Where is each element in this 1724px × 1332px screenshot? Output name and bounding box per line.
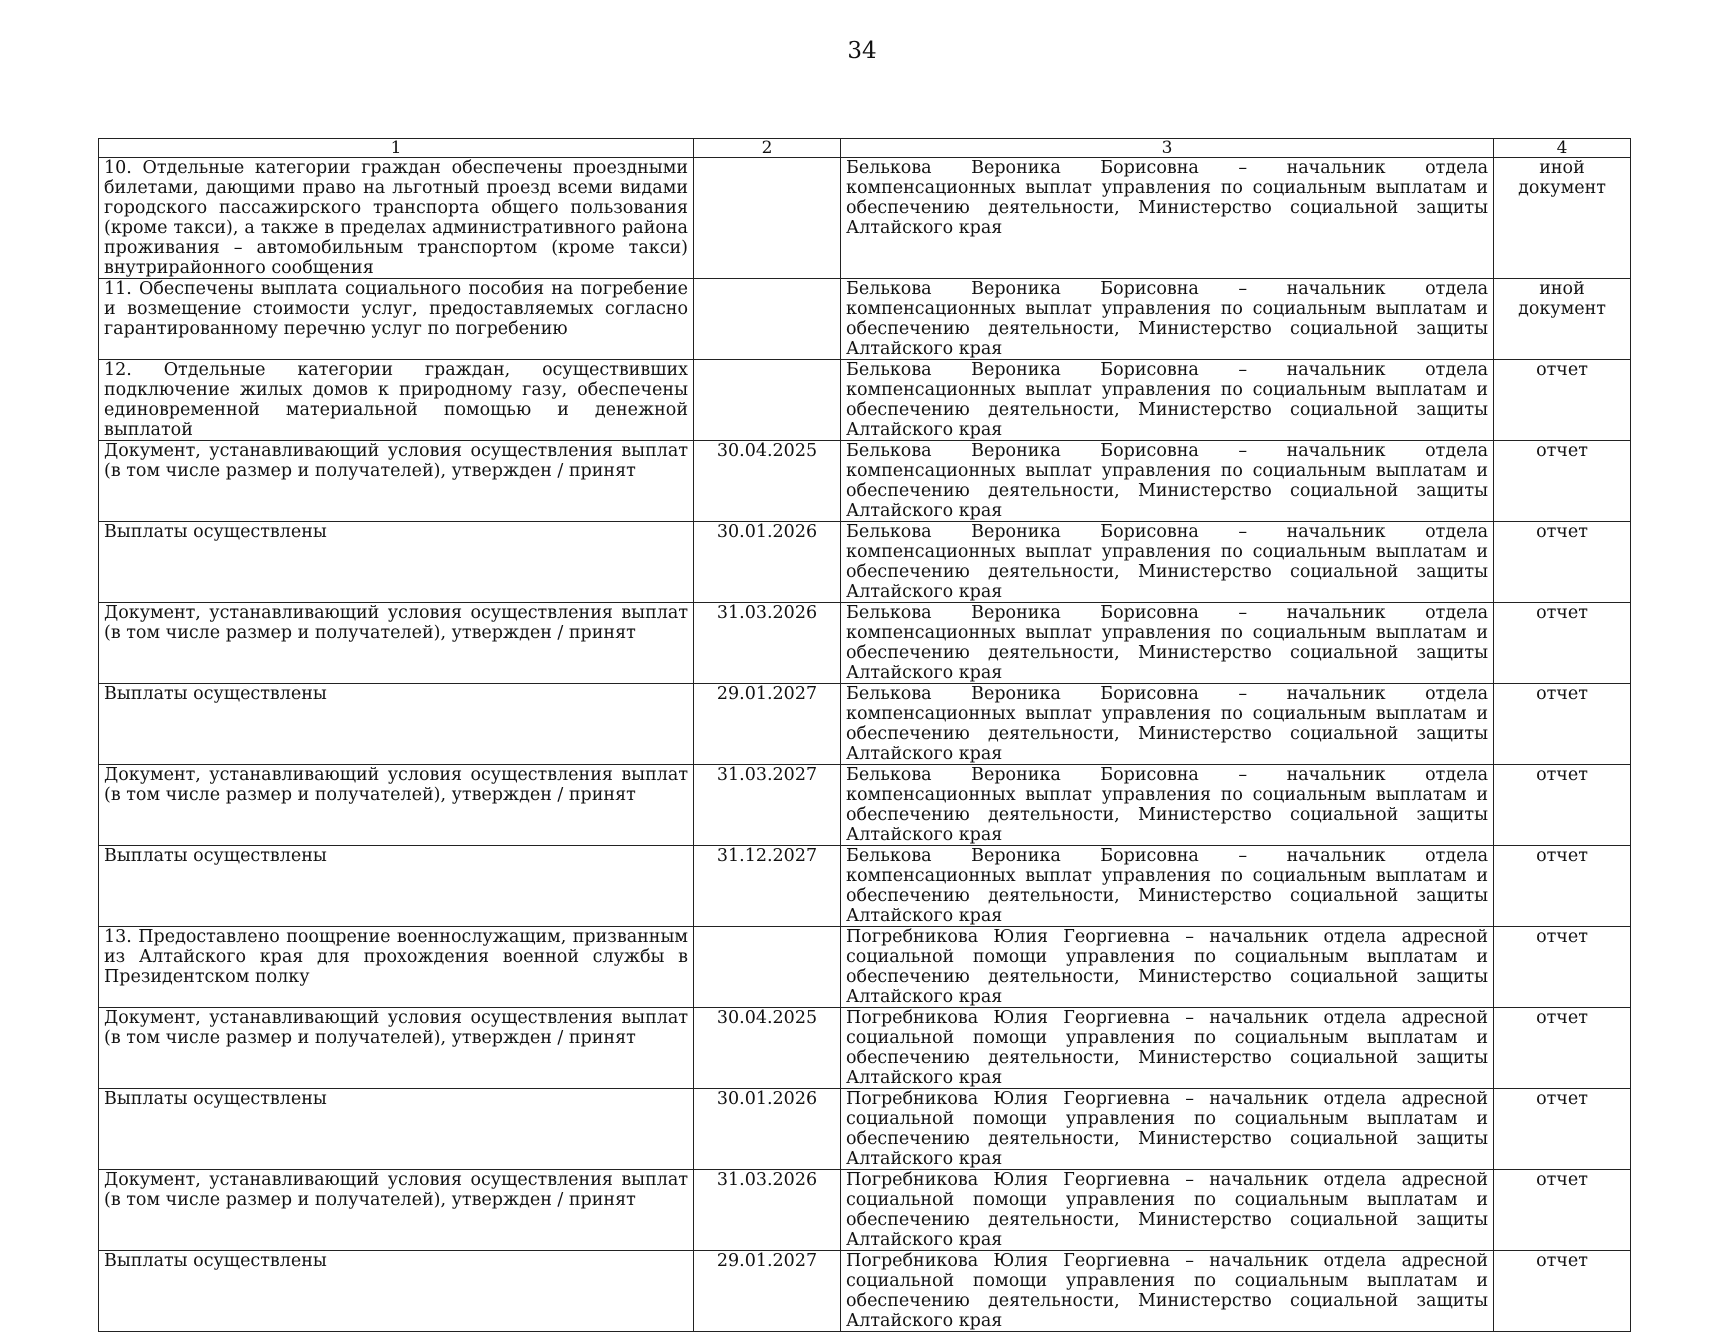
date-cell: 31.03.2026 — [694, 1170, 841, 1251]
table-row — [99, 1089, 1631, 1170]
task-cell: Выплаты осуществлены — [99, 846, 694, 927]
task-cell: Документ, устанавливающий условия осуществления выплат (в том числе размер и получателей), утвержден / принят — [99, 603, 694, 684]
document-type-cell: отчет — [1494, 1089, 1631, 1170]
document-type-cell: отчет — [1494, 1251, 1631, 1332]
date-cell: 31.12.2027 — [694, 846, 841, 927]
document-type-cell: отчет — [1494, 522, 1631, 603]
responsible-cell: Белькова Вероника Борисовна – начальник отдела компенсационных выплат управления по социальным выплатам и обеспечению деятельности, Министерство социальной защиты Алтайского края — [841, 441, 1494, 522]
document-type-cell: иной документ — [1494, 279, 1631, 360]
table-row — [99, 441, 1631, 522]
table-header-row — [99, 139, 1631, 158]
task-cell: 12. Отдельные категории граждан, осуществивших подключение жилых домов к природному газу, обеспечены единовременной материальной помощью и денежной выплатой — [99, 360, 694, 441]
table-row — [99, 1008, 1631, 1089]
task-cell: Документ, устанавливающий условия осуществления выплат (в том числе размер и получателей), утвержден / принят — [99, 441, 694, 522]
table-row — [99, 158, 1631, 279]
table-row — [99, 927, 1631, 1008]
responsible-cell: Белькова Вероника Борисовна – начальник отдела компенсационных выплат управления по социальным выплатам и обеспечению деятельности, Министерство социальной защиты Алтайского края — [841, 684, 1494, 765]
task-cell: Выплаты осуществлены — [99, 1089, 694, 1170]
date-cell: 29.01.2027 — [694, 1251, 841, 1332]
task-cell: Выплаты осуществлены — [99, 1251, 694, 1332]
task-cell: 11. Обеспечены выплата социального пособия на погребение и возмещение стоимости услуг, предоставляемых согласно гарантированному перечню услуг по погребению — [99, 279, 694, 360]
table-row — [99, 1170, 1631, 1251]
document-type-cell: отчет — [1494, 1008, 1631, 1089]
responsible-cell: Белькова Вероника Борисовна – начальник отдела компенсационных выплат управления по социальным выплатам и обеспечению деятельности, Министерство социальной защиты Алтайского края — [841, 158, 1494, 279]
date-cell — [694, 158, 841, 279]
responsible-cell: Погребникова Юлия Георгиевна – начальник отдела адресной социальной помощи управления по социальным выплатам и обеспечению деятельности, Министерство социальной защиты Алтайского края — [841, 927, 1494, 1008]
table-row — [99, 1251, 1631, 1332]
task-cell: 10. Отдельные категории граждан обеспечены проездными билетами, дающими право на льготный проезд всеми видами городского пассажирского транспорта общего пользования (кроме такси), а также в пределах административного района проживания – автомобильным транспортом (кроме такси) внутрирайонного сообщения — [99, 158, 694, 279]
table-row — [99, 765, 1631, 846]
document-type-cell: иной документ — [1494, 158, 1631, 279]
column-header: 4 — [1494, 139, 1631, 158]
date-cell: 30.04.2025 — [694, 1008, 841, 1089]
responsible-cell: Погребникова Юлия Георгиевна – начальник отдела адресной социальной помощи управления по социальным выплатам и обеспечению деятельности, Министерство социальной защиты Алтайского края — [841, 1251, 1494, 1332]
date-cell — [694, 279, 841, 360]
column-header: 1 — [99, 139, 694, 158]
table-body — [99, 158, 1631, 1332]
task-cell: Документ, устанавливающий условия осуществления выплат (в том числе размер и получателей), утвержден / принят — [99, 1170, 694, 1251]
responsible-cell: Белькова Вероника Борисовна – начальник отдела компенсационных выплат управления по социальным выплатам и обеспечению деятельности, Министерство социальной защиты Алтайского края — [841, 522, 1494, 603]
responsible-cell: Белькова Вероника Борисовна – начальник отдела компенсационных выплат управления по социальным выплатам и обеспечению деятельности, Министерство социальной защиты Алтайского края — [841, 360, 1494, 441]
document-type-cell: отчет — [1494, 360, 1631, 441]
date-cell: 29.01.2027 — [694, 684, 841, 765]
document-type-cell: отчет — [1494, 927, 1631, 1008]
date-cell: 31.03.2026 — [694, 603, 841, 684]
task-cell: Документ, устанавливающий условия осуществления выплат (в том числе размер и получателей), утвержден / принят — [99, 1008, 694, 1089]
responsible-cell: Белькова Вероника Борисовна – начальник отдела компенсационных выплат управления по социальным выплатам и обеспечению деятельности, Министерство социальной защиты Алтайского края — [841, 765, 1494, 846]
column-header: 2 — [694, 139, 841, 158]
responsible-cell: Погребникова Юлия Георгиевна – начальник отдела адресной социальной помощи управления по социальным выплатам и обеспечению деятельности, Министерство социальной защиты Алтайского края — [841, 1170, 1494, 1251]
responsible-cell: Белькова Вероника Борисовна – начальник отдела компенсационных выплат управления по социальным выплатам и обеспечению деятельности, Министерство социальной защиты Алтайского края — [841, 279, 1494, 360]
page-number: 34 — [847, 38, 877, 64]
document-type-cell: отчет — [1494, 846, 1631, 927]
responsible-cell: Белькова Вероника Борисовна – начальник отдела компенсационных выплат управления по социальным выплатам и обеспечению деятельности, Министерство социальной защиты Алтайского края — [841, 846, 1494, 927]
date-cell: 30.04.2025 — [694, 441, 841, 522]
table-row — [99, 684, 1631, 765]
date-cell: 31.03.2027 — [694, 765, 841, 846]
document-type-cell: отчет — [1494, 765, 1631, 846]
task-cell: 13. Предоставлено поощрение военнослужащим, призванным из Алтайского края для прохождения военной службы в Президентском полку — [99, 927, 694, 1008]
document-type-cell: отчет — [1494, 603, 1631, 684]
task-cell: Документ, устанавливающий условия осуществления выплат (в том числе размер и получателей), утвержден / принят — [99, 765, 694, 846]
responsible-cell: Погребникова Юлия Георгиевна – начальник отдела адресной социальной помощи управления по социальным выплатам и обеспечению деятельности, Министерство социальной защиты Алтайского края — [841, 1008, 1494, 1089]
date-cell — [694, 927, 841, 1008]
table-row — [99, 279, 1631, 360]
document-type-cell: отчет — [1494, 1170, 1631, 1251]
table-row — [99, 603, 1631, 684]
document-type-cell: отчет — [1494, 684, 1631, 765]
responsible-cell: Погребникова Юлия Георгиевна – начальник отдела адресной социальной помощи управления по социальным выплатам и обеспечению деятельности, Министерство социальной защиты Алтайского края — [841, 1089, 1494, 1170]
responsible-cell: Белькова Вероника Борисовна – начальник отдела компенсационных выплат управления по социальным выплатам и обеспечению деятельности, Министерство социальной защиты Алтайского края — [841, 603, 1494, 684]
document-table — [98, 138, 1631, 1332]
date-cell: 30.01.2026 — [694, 1089, 841, 1170]
column-header: 3 — [841, 139, 1494, 158]
date-cell: 30.01.2026 — [694, 522, 841, 603]
document-type-cell: отчет — [1494, 441, 1631, 522]
task-cell: Выплаты осуществлены — [99, 684, 694, 765]
date-cell — [694, 360, 841, 441]
table-row — [99, 522, 1631, 603]
table-row — [99, 846, 1631, 927]
table-row — [99, 360, 1631, 441]
task-cell: Выплаты осуществлены — [99, 522, 694, 603]
